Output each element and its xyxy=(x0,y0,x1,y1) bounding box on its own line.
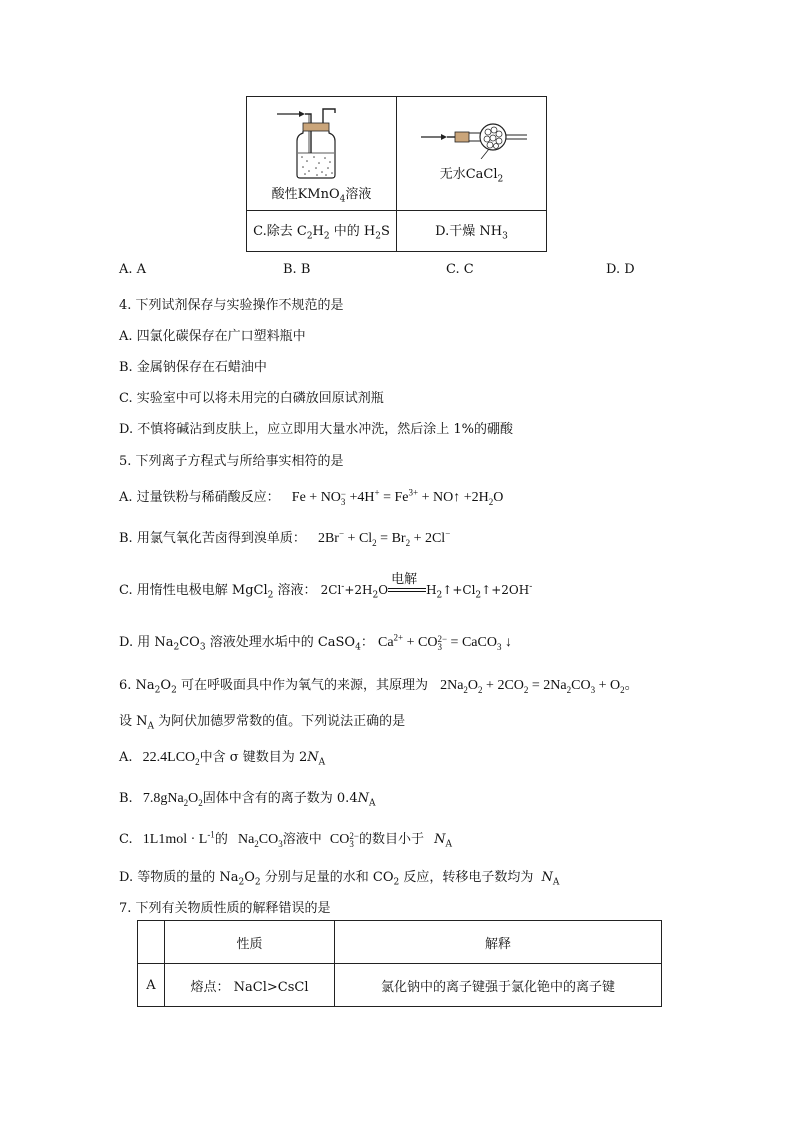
q6-option-b: B. $7.8gNa_2O_2$固体中含有的离子数为 $0.4N_A$ xyxy=(119,791,376,809)
q5-option-b: B. 用氯气氧化苦卤得到溴单质： $2Br^- + Cl_2 = Br_2 + 2Cl^-$ xyxy=(119,528,451,548)
q3-option-d: D. D xyxy=(606,262,635,277)
electrolysis-condition: 电解 xyxy=(391,571,418,587)
anhydrous-cacl2-label: 无水CaCl$_2$ xyxy=(439,167,504,185)
q6-stem: 6. $Na_2O_2$ 可在呼吸面具中作为氧气的来源，其原理为 $2Na_2O_2 + 2CO_2 = 2Na_2CO_3 + O_2$。 xyxy=(119,678,639,696)
q3-option-b: B. B xyxy=(283,262,311,277)
q7-stem: 7. 下列有关物质性质的解释错误的是 xyxy=(119,901,331,916)
q3-option-c: C. C xyxy=(446,262,474,277)
table-cell-label: A xyxy=(138,964,165,1007)
drying-tube-icon xyxy=(397,97,546,159)
option-c-caption: C.除去 $C_2H_2$ 中的 $H_2S$ xyxy=(247,211,397,252)
table-row xyxy=(138,964,662,1007)
q4-option-d: D. 不慎将碱沾到皮肤上，应立即用大量水冲洗，然后涂上 1%的硼酸 xyxy=(119,422,513,437)
q5-c-equation: $2Cl^-+2H_2O$ 电解 $H_2↑+Cl_2↑+2OH^-$ xyxy=(321,583,533,597)
q5-option-d: D. 用 $Na_2CO_3$ 溶液处理水垢中的 CaSO$_4$： $Ca^{2+}$ + CO 2− 3 = CaCO$_3$ ↓ xyxy=(119,632,512,653)
table-header-cell: 性质 xyxy=(165,921,335,964)
apparatus-c-cell xyxy=(247,97,397,211)
table-header-row xyxy=(138,921,662,964)
table-cell-explanation: 氯化钠中的离子键强于氯化铯中的离子键 xyxy=(335,964,662,1007)
q5-stem: 5. 下列离子方程式与所给事实相符的是 xyxy=(119,454,344,469)
apparatus-table xyxy=(246,96,547,252)
q5-b-equation: $2Br^- + Cl_2 = Br_2 + 2Cl^-$ xyxy=(317,528,451,548)
q5-a-equation: Fe + NO − 3 $+4H^+ = Fe^{3+}$ + NO↑ $+2H_2O$ xyxy=(291,487,504,507)
q6-option-d: D. 等物质的量的 $Na_2O_2$ 分别与足量的水和 $CO_2$ 反应，转移电子数均为 $N_A$ xyxy=(119,870,560,888)
q4-option-b: B. 金属钠保存在石蜡油中 xyxy=(119,360,267,375)
option-d-caption: D.干燥 $NH_3$ xyxy=(397,211,547,252)
acidic-kmno4-label: 酸性KMnO$_4$溶液 xyxy=(271,187,372,205)
q4-option-a: A. 四氯化碳保存在广口塑料瓶中 xyxy=(119,329,306,344)
table-cell-property: 熔点： NaCl>CsCl xyxy=(165,964,335,1007)
q6-stem-2: 设 $N_A$ 为阿伏加德罗常数的值。下列说法正确的是 xyxy=(119,714,406,732)
q5-option-c: C. 用惰性电极电解 MgCl$_2$ 溶液： $2Cl^-+2H_2O$ 电解 $H_2↑+Cl_2↑+2OH^-$ xyxy=(119,579,532,601)
apparatus-d-cell xyxy=(397,97,547,211)
q6-option-a: A. $22.4LCO_2$中含 σ 键数目为 $2N_A$ xyxy=(119,750,326,768)
q4-stem: 4. 下列试剂保存与实验操作不规范的是 xyxy=(119,298,344,313)
table-header-cell: 解释 xyxy=(335,921,662,964)
table-header-cell xyxy=(138,921,165,964)
q4-option-c: C. 实验室中可以将未用完的白磷放回原试剂瓶 xyxy=(119,391,384,406)
q5-option-a: A. 过量铁粉与稀硝酸反应： Fe + NO − 3 $+4H^+ = Fe^{3+}$ + NO↑ $+2H_2O$ xyxy=(119,487,504,507)
q7-properties-table xyxy=(137,920,662,1007)
q6-reaction-equation: $2Na_2O_2 + 2CO_2 = 2Na_2CO_3 + O_2$。 xyxy=(440,678,639,695)
gas-washing-bottle-icon xyxy=(247,97,396,179)
q5-d-equation: $Ca^{2+}$ + CO 2− 3 = CaCO$_3$ ↓ xyxy=(377,632,512,652)
q6-option-c: C. $1L1mol \cdot L^{-1}$的 $Na_2CO_3$溶液中 CO 2− 3 的数目小于 $N_A$ xyxy=(119,829,452,850)
q3-option-a: A. A xyxy=(119,262,147,277)
